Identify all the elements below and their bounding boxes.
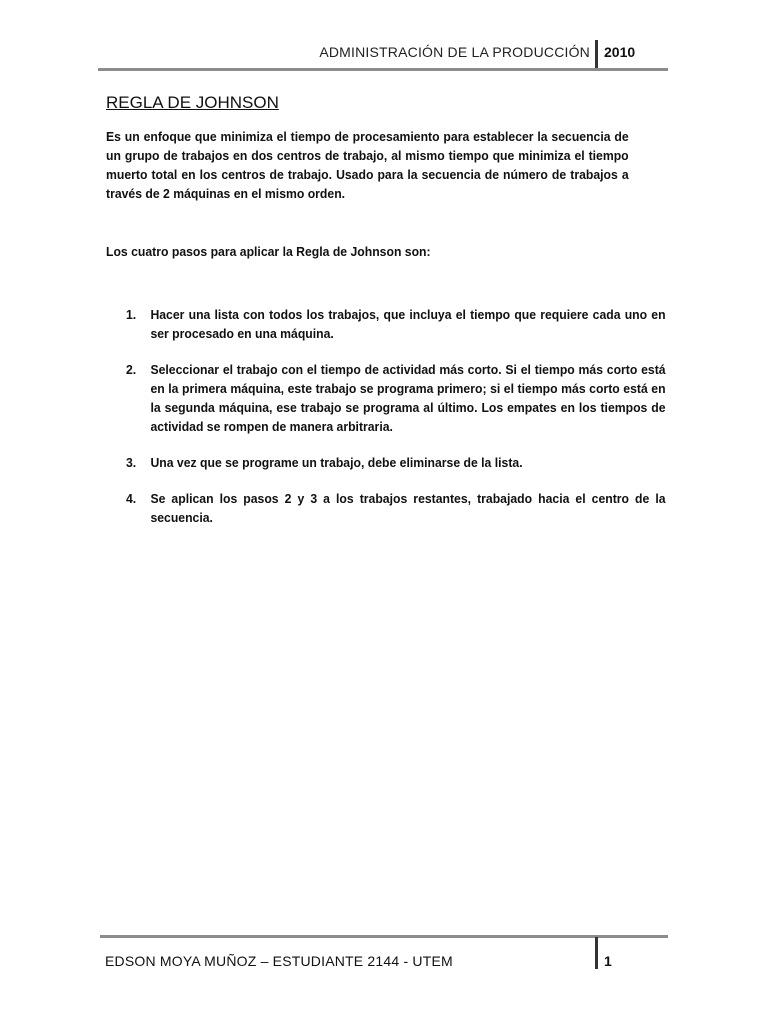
list-item bbox=[126, 360, 666, 436]
step-number: 3. bbox=[126, 455, 137, 470]
footer-author: EDSON MOYA MUÑOZ – ESTUDIANTE 2144 - UTEM bbox=[105, 953, 453, 969]
page-number: 1 bbox=[604, 953, 612, 969]
step-number: 2. bbox=[126, 362, 137, 377]
step-number: 1. bbox=[126, 307, 137, 322]
list-item bbox=[126, 489, 666, 527]
step-number: 4. bbox=[126, 491, 137, 506]
header-rule bbox=[98, 68, 668, 71]
header-separator bbox=[595, 40, 598, 70]
step-text: Hacer una lista con todos los trabajos, que incluya el tiempo que requiere cada uno en ser procesado en una máquina. bbox=[150, 307, 666, 341]
intro-paragraph: Es un enfoque que minimiza el tiempo de procesamiento para establecer la secuencia de un grupo de trabajos en dos centros de trabajo, al mismo tiempo que minimiza el tiempo muerto total en los centros de trabajo. Usado para la secuencia de número de trabajos a través de 2 máquinas en el mismo orden. bbox=[106, 129, 629, 201]
list-item bbox=[126, 453, 666, 472]
list-item bbox=[126, 305, 666, 343]
header-year: 2010 bbox=[604, 44, 636, 60]
step-text: Seleccionar el trabajo con el tiempo de actividad más corto. Si el tiempo más corto está en la primera máquina, este trabajo se programa primero; si el tiempo más corto está en la segunda máquina, ese trabajo se programa al último. Los empates en los tiempos de actividad se rompen de manera arbitraria. bbox=[150, 362, 666, 434]
document-title: REGLA DE JOHNSON bbox=[106, 93, 279, 112]
footer-rule bbox=[100, 935, 668, 938]
steps-list bbox=[126, 305, 666, 544]
step-text: Una vez que se programe un trabajo, debe eliminarse de la lista. bbox=[150, 455, 523, 470]
step-text: Se aplican los pasos 2 y 3 a los trabajos restantes, trabajado hacia el centro de la secuencia. bbox=[150, 491, 666, 525]
steps-lead: Los cuatro pasos para aplicar la Regla de Johnson son: bbox=[106, 244, 431, 259]
footer-separator bbox=[595, 937, 598, 969]
header-title: ADMINISTRACIÓN DE LA PRODUCCIÓN bbox=[319, 44, 590, 60]
